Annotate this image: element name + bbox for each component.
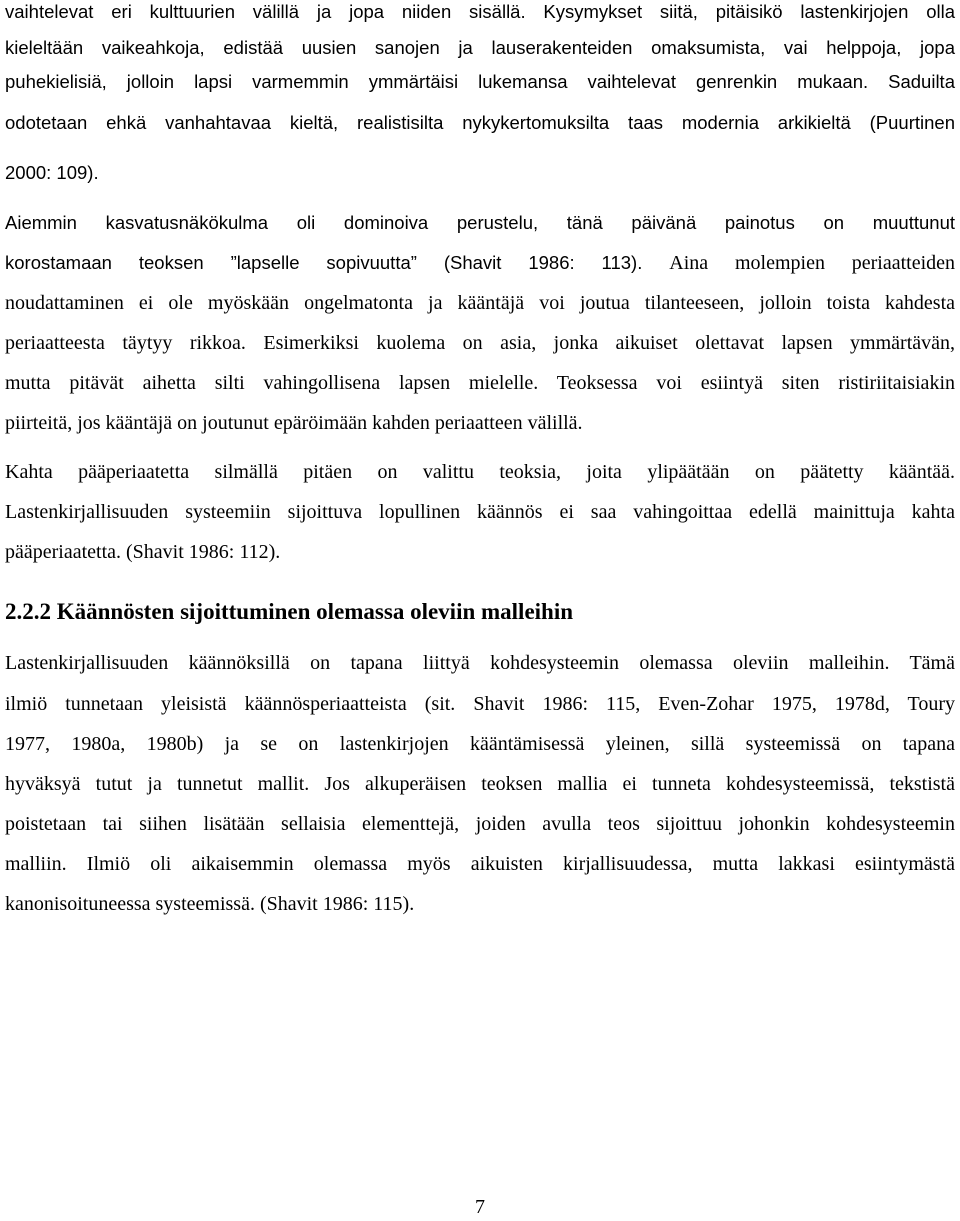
text-segment: Kahta pääperiaatetta silmällä pitäen on valittu teoksia, joita ylipäätään on päätetty kääntää. — [5, 461, 955, 483]
text-line — [5, 888, 955, 920]
text-line — [5, 496, 955, 528]
text-segment: noudattaminen ei ole myöskään ongelmatonta ja kääntäjä voi joutua tilanteeseen, jolloin toista kahdesta — [5, 292, 955, 314]
text-line — [5, 768, 955, 800]
text-segment: ilmiö tunnetaan yleisistä käännösperiaatteista (sit. Shavit 1986: 115, Even-Zohar 1975, 1978d, Toury — [5, 693, 955, 715]
page-number: 7 — [475, 1196, 485, 1218]
text-segment: malliin. Ilmiö oli aikaisemmin olemassa myös aikuisten kirjallisuudessa, mutta lakkasi esiintymästä — [5, 853, 955, 875]
text-line — [5, 107, 955, 139]
text-segment: hyväksyä tutut ja tunnetut mallit. Jos alkuperäisen teoksen mallia ei tunneta kohdesysteemissä, tekstistä — [5, 773, 955, 795]
text-segment: korostamaan teoksen ”lapselle sopivuutta” (Shavit 1986: 113). — [5, 252, 670, 273]
text-line — [5, 287, 955, 319]
text-segment: periaatteesta täytyy rikkoa. Esimerkiksi kuolema on asia, jonka aikuiset olettavat lapsen ymmärtävän, — [5, 332, 955, 354]
text-segment: vaihtelevat eri kulttuurien välillä ja jopa niiden sisällä. Kysymykset siitä, pitäisikö lastenkirjojen olla — [5, 1, 955, 22]
text-line — [5, 728, 955, 760]
text-line — [5, 207, 955, 239]
text-line — [5, 66, 955, 98]
text-segment: Lastenkirjallisuuden systeemiin sijoittuva lopullinen käännös ei saa vahingoittaa edellä mainittuja kahta — [5, 501, 955, 523]
text-line — [5, 32, 955, 64]
section-heading: 2.2.2 Käännösten sijoittuminen olemassa oleviin malleihin — [5, 599, 574, 624]
text-line — [5, 808, 955, 840]
text-segment: kanonisoituneessa systeemissä. (Shavit 1986: 115). — [5, 893, 415, 915]
text-line — [5, 247, 955, 279]
text-line — [5, 456, 955, 488]
text-segment: 1977, 1980a, 1980b) ja se on lastenkirjojen kääntämisessä yleinen, sillä systeemissä on tapana — [5, 733, 955, 755]
text-segment: pääperiaatetta. (Shavit 1986: 112). — [5, 541, 281, 563]
text-segment: piirteitä, jos kääntäjä on joutunut epäröimään kahden periaatteen välillä. — [5, 412, 583, 434]
text-line — [5, 536, 955, 568]
text-line — [5, 0, 955, 28]
text-segment: mutta pitävät aihetta silti vahingollisena lapsen mielelle. Teoksessa voi esiintyä siten ristiriitaisiakin — [5, 372, 955, 394]
text-line — [5, 688, 955, 720]
text-segment: Aina molempien periaatteiden — [669, 252, 955, 274]
text-line — [5, 327, 955, 359]
text-line — [5, 407, 955, 439]
text-line — [5, 367, 955, 399]
text-segment: 2000: 109). — [5, 162, 99, 183]
text-segment: Aiemmin kasvatusnäkökulma oli dominoiva perustelu, tänä päivänä painotus on muuttunut — [5, 212, 955, 233]
text-segment: poistetaan tai siihen lisätään sellaisia elementtejä, joiden avulla teos sijoittuu johonkin kohdesysteemin — [5, 813, 955, 835]
text-line — [5, 157, 955, 189]
text-segment: kieleltään vaikeahkoja, edistää uusien sanojen ja lauserakenteiden omaksumista, vai helppoja, jopa — [5, 37, 955, 58]
text-line — [5, 647, 955, 679]
text-line — [5, 848, 955, 880]
text-segment: odotetaan ehkä vanhahtavaa kieltä, realistisilta nykykertomuksilta taas modernia arkikieltä (Puurtinen — [5, 112, 955, 133]
text-segment: puhekielisiä, jolloin lapsi varmemmin ymmärtäisi lukemansa vaihtelevat genrenkin mukaan. Saduilta — [5, 71, 955, 92]
text-segment: Lastenkirjallisuuden käännöksillä on tapana liittyä kohdesysteemin olemassa oleviin malleihin. Tämä — [5, 652, 955, 674]
